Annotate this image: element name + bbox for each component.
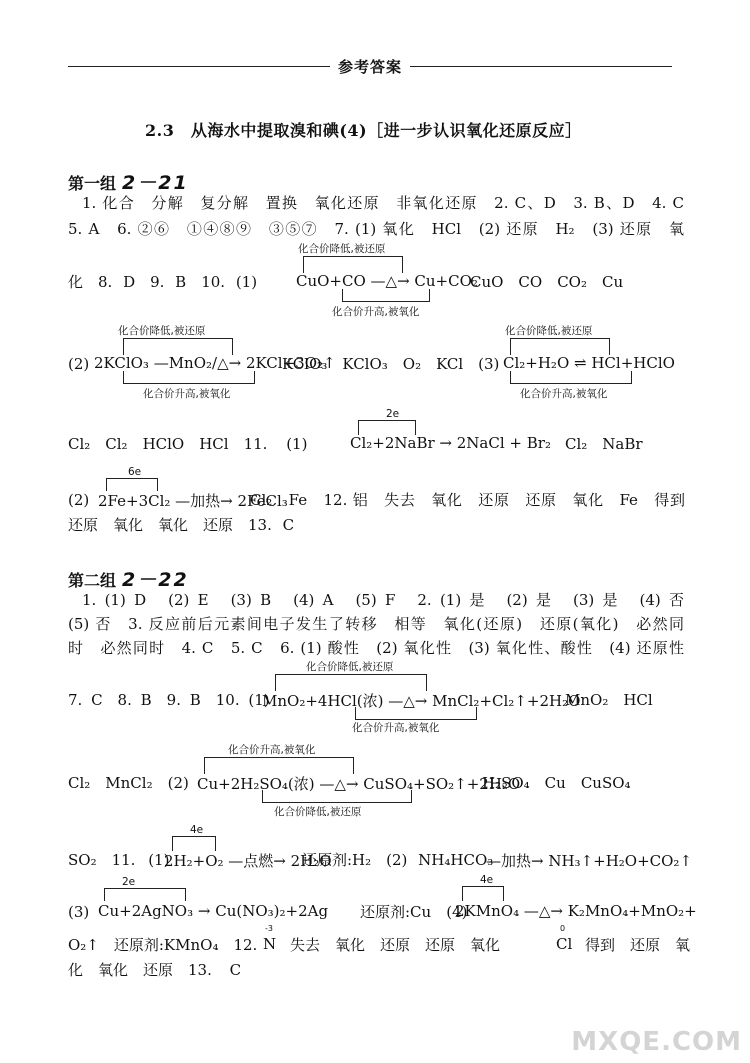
g1-r103-bottom-bracket <box>510 371 632 384</box>
g2-r111-eq: 2H₂+O₂ —点燃→ 2H₂O <box>164 852 332 870</box>
group1-label: 第一组 2－21 <box>68 172 189 194</box>
group2-label: 第二组 2－22 <box>68 569 189 591</box>
header-rule-right <box>410 66 672 67</box>
g2-line-6b: 还原剂:H₂ (2) NH₄HCO₃ <box>302 851 494 869</box>
g2-r101-eq: MnO₂+4HCl(浓) —△→ MnCl₂+Cl₂↑+2H₂O <box>262 692 581 710</box>
g1-r102-bottom: 化合价升高,被氧化 <box>143 388 231 400</box>
g1-r101-bottom-bracket <box>342 289 430 302</box>
g1-r111-top-bracket <box>358 420 416 435</box>
g2-line-8c: 得到 还原 氧 <box>585 936 691 954</box>
g1-line-3b: CuO CO CO₂ Cu <box>470 273 624 291</box>
g2-r113-eq: Cu+2AgNO₃ → Cu(NO₃)₂+2Ag <box>98 902 329 920</box>
g2-q12-cl-charge: 0 <box>560 924 566 933</box>
g2-r112-eq: —加热→ NH₃↑+H₂O+CO₂↑ <box>486 852 693 870</box>
g2-q12-cl: Cl <box>556 935 573 953</box>
g1-r111-top: 2e <box>386 408 400 420</box>
g1-r101-top-bracket <box>303 256 403 273</box>
g1-r112-eq: 2Fe+3Cl₂ —加热→ 2FeCl₃ <box>98 492 288 510</box>
g2-r111-top-bracket <box>172 836 216 851</box>
g1-r103-top-bracket <box>510 338 610 355</box>
g2-line-5b: H₂SO₄ Cu CuSO₄ <box>482 774 631 792</box>
g2-line-3: 时 必然同时 4. C 5. C 6. (1) 酸性 (2) 氧化性 (3) 氧化性、酸性 (4) 还原性 <box>68 639 684 657</box>
g1-r103-top: 化合价降低,被还原 <box>505 325 593 337</box>
g2-r111-top: 4e <box>190 824 204 836</box>
g1-r101-bottom: 化合价升高,被氧化 <box>332 306 420 318</box>
g2-line-1: 1. (1) D (2) E (3) B (4) A (5) F 2. (1) 是 (2) 是 (3) 是 (4) 否 <box>82 591 684 609</box>
g2-line-7a: (3) <box>68 903 90 921</box>
g1-r111-eq: Cl₂+2NaBr → 2NaCl + Br₂ <box>350 434 551 452</box>
g2-r114-top-bracket <box>462 886 504 901</box>
g2-r102-top: 化合价升高,被氧化 <box>228 744 316 756</box>
g1-r101-eq: CuO+CO —△→ Cu+CO₂ <box>296 272 478 290</box>
header-title: 参考答案 <box>338 58 403 76</box>
g2-q12-n: N <box>263 935 277 953</box>
g2-r102-top-bracket <box>204 757 354 774</box>
g2-r102-bottom-bracket <box>262 790 412 803</box>
watermark-logo: MXQE.COM <box>571 1027 742 1057</box>
g1-line-2: 5. A 6. ②⑥ ①④⑧⑨ ③⑤⑦ 7. (1) 氧化 HCl (2) 还原 H₂ (3) 还原 氧 <box>68 220 684 238</box>
g2-line-5a: Cl₂ MnCl₂ (2) <box>68 774 189 792</box>
g1-line-5a: Cl₂ Cl₂ HClO HCl 11. (1) <box>68 435 308 453</box>
g2-line-6a: SO₂ 11. (1) <box>68 851 170 869</box>
g2-r114-eq: 2KMnO₄ —△→ K₂MnO₄+MnO₂+ <box>455 902 697 920</box>
g1-line-4b: KClO₃ KClO₃ O₂ KCl (3) <box>282 355 500 373</box>
g1-line-6a: (2) <box>68 491 90 509</box>
g2-line-2: (5) 否 3. 反应前后元素间电子发生了转移 相等 氧化(还原) 还原(氧化) 必然同 <box>68 615 684 633</box>
g2-line-8b: 失去 氧化 还原 还原 氧化 <box>290 936 501 954</box>
g1-line-1: 1. 化合 分解 复分解 置换 氧化还原 非氧化还原 2. C、D 3. B、D 4. C <box>82 194 684 212</box>
g1-r103-eq: Cl₂+H₂O ⇌ HCl+HClO <box>503 354 675 372</box>
g2-r101-bottom-bracket <box>355 707 477 720</box>
g2-r113-top: 2e <box>122 876 136 888</box>
g1-r112-top: 6e <box>128 466 142 478</box>
g2-line-9: 化 氧化 还原 13. C <box>68 961 242 979</box>
g2-r102-bottom: 化合价降低,被还原 <box>274 806 362 818</box>
g2-line-8a: O₂↑ 还原剂:KMnO₄ 12. <box>68 936 258 954</box>
g2-line-7b: 还原剂:Cu (4) <box>360 903 468 921</box>
g2-r113-top-bracket <box>104 888 186 901</box>
g1-r102-top-bracket <box>123 338 233 355</box>
g1-line-6b: Cl₂ Fe 12. 铝 失去 氧化 还原 还原 氧化 Fe 得到 <box>250 491 685 509</box>
g2-r101-top: 化合价降低,被还原 <box>306 661 394 673</box>
section-title: 2.3 从海水中提取溴和碘(4)［进一步认识氧化还原反应］ <box>145 121 582 140</box>
g2-r101-bottom: 化合价升高,被氧化 <box>352 722 440 734</box>
g1-r102-bottom-bracket <box>123 371 255 384</box>
g1-r102-eq: 2KClO₃ —MnO₂/△→ 2KCl+3O₂↑ <box>94 354 336 372</box>
g2-r114-top: 4e <box>480 874 494 886</box>
g1-line-5b: Cl₂ NaBr <box>565 435 643 453</box>
g2-r101-top-bracket <box>275 674 427 691</box>
g2-line-4b: MnO₂ HCl <box>565 691 653 709</box>
g1-r103-bottom: 化合价升高,被氧化 <box>520 388 608 400</box>
header-rule-left <box>68 66 330 67</box>
g1-line-7: 还原 氧化 氧化 还原 13. C <box>68 516 295 534</box>
g2-line-4a: 7. C 8. B 9. B 10. (1) <box>68 691 270 709</box>
g2-r102-eq: Cu+2H₂SO₄(浓) —△→ CuSO₄+SO₂↑+2H₂O <box>197 775 521 793</box>
g1-line-4a: (2) <box>68 355 90 373</box>
g1-line-3a: 化 8. D 9. B 10. (1) <box>68 273 258 291</box>
g1-r101-top: 化合价降低,被还原 <box>298 243 386 255</box>
g2-q12-n-charge: -3 <box>265 924 273 933</box>
g1-r102-top: 化合价降低,被还原 <box>118 325 206 337</box>
